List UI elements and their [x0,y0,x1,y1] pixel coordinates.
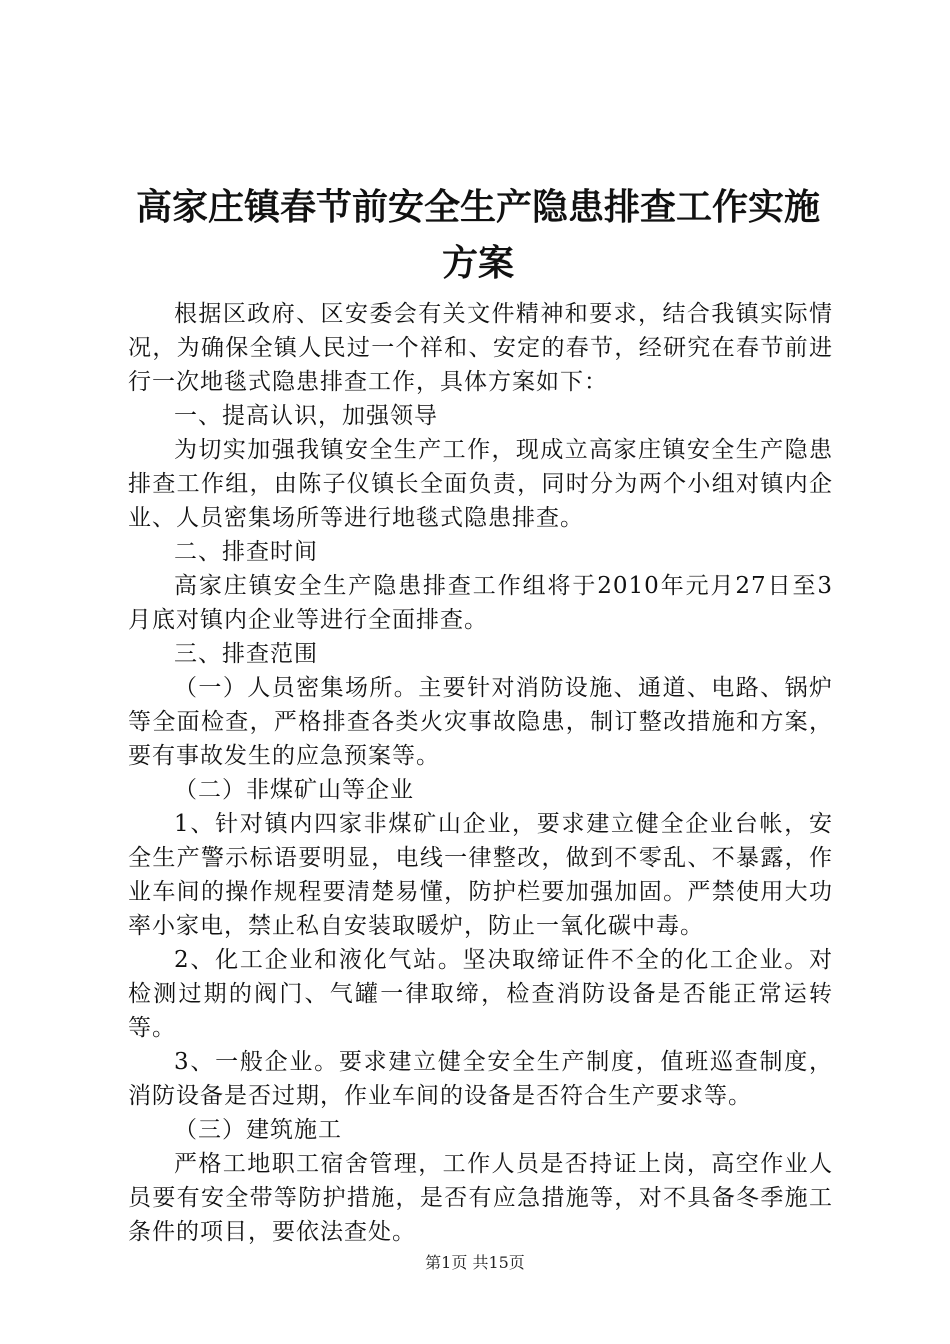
document-title: 高家庄镇春节前安全生产隐患排查工作实施方案 [135,187,820,284]
heading-section-1: 一、提高认识，加强领导 [174,403,438,429]
paragraph-item-2: 2、化工企业和液化气站。坚决取缔证件不全的化工企业。对检测过期的阀门、气罐一律取缔，检查消防设备是否能正常运转等。 [128,947,833,1041]
paragraph-construction: 严格工地职工宿舍管理，工作人员是否持证上岗，高空作业人员要有安全带等防护措施，是否有应急措施等，对不具备冬季施工条件的项目，要依法查处。 [128,1151,833,1245]
paragraph-intro: 根据区政府、区安委会有关文件精神和要求，结合我镇实际情况，为确保全镇人民过一个祥和、安定的春节，经研究在春节前进行一次地毯式隐患排查工作，具体方案如下： [128,301,833,395]
paragraph-subsection-1: （一）人员密集场所。主要针对消防设施、通道、电路、锅炉等全面检查，严格排查各类火灾事故隐患，制订整改措施和方案，要有事故发生的应急预案等。 [128,675,833,769]
paragraph-section-2: 高家庄镇安全生产隐患排查工作组将于2010年元月27日至3月底对镇内企业等进行全面排查。 [128,573,833,633]
heading-section-3: 三、排查范围 [174,641,318,667]
paragraph-item-3: 3、一般企业。要求建立健全安全生产制度，值班巡查制度，消防设备是否过期，作业车间的设备是否符合生产要求等。 [128,1049,833,1109]
paragraph-section-1: 为切实加强我镇安全生产工作，现成立高家庄镇安全生产隐患排查工作组，由陈子仪镇长全面负责，同时分为两个小组对镇内企业、人员密集场所等进行地毯式隐患排查。 [128,437,833,531]
document-body [128,297,833,1249]
heading-subsection-2: （二）非煤矿山等企业 [174,777,414,803]
paragraph-item-1: 1、针对镇内四家非煤矿山企业，要求建立健全企业台帐，安全生产警示标语要明显，电线一律整改，做到不零乱、不暴露，作业车间的操作规程要清楚易懂，防护栏要加强加固。严禁使用大功率小家电，禁止私自安装取暖炉，防止一氧化碳中毒。 [128,811,833,939]
heading-section-2: 二、排查时间 [174,539,318,565]
heading-subsection-3: （三）建筑施工 [174,1117,342,1143]
page-footer: 第1页 共15页 [425,1253,525,1272]
